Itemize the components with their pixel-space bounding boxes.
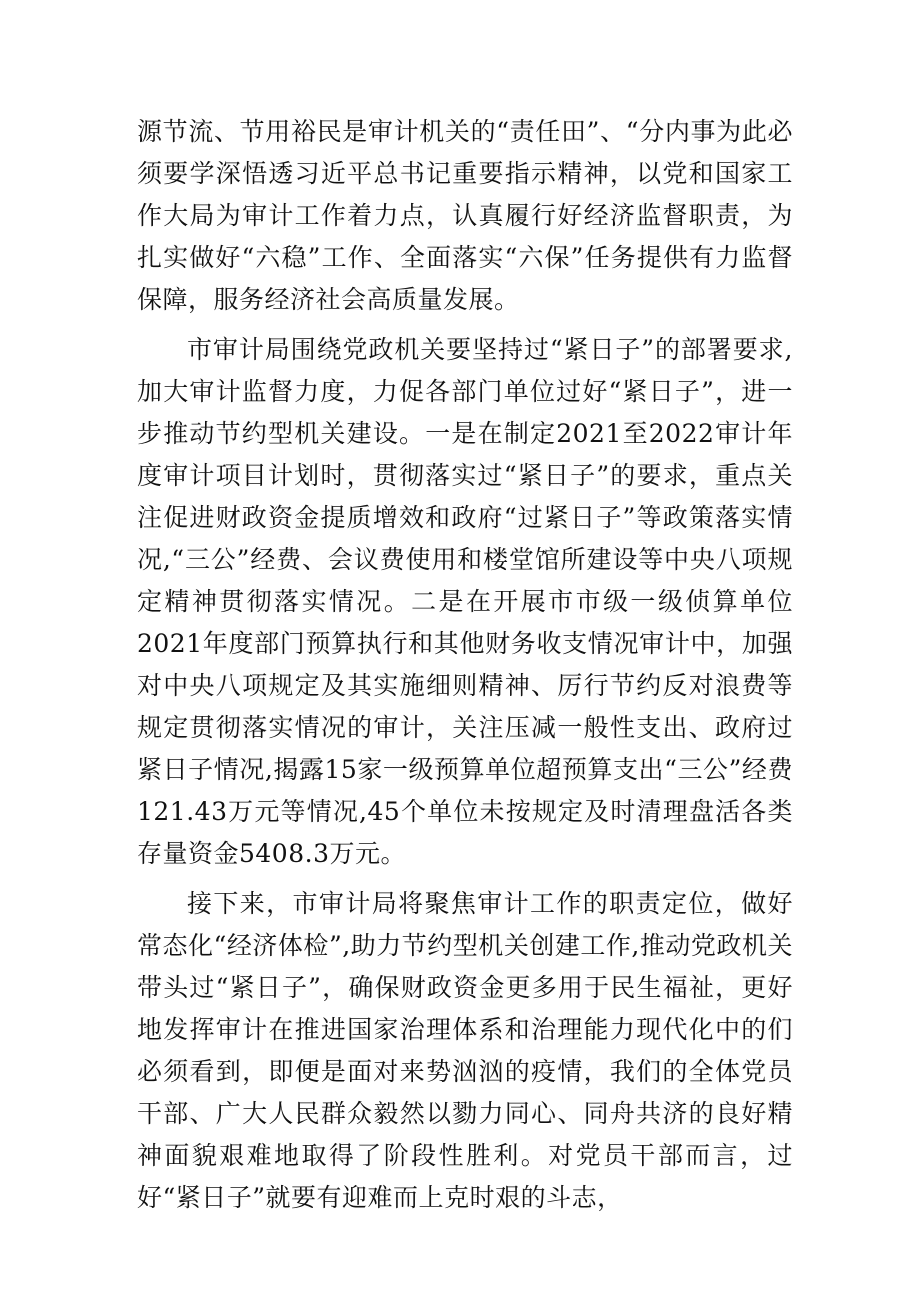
document-body bbox=[137, 111, 793, 1219]
paragraph-3: 接下来，市审计局将聚焦审计工作的职责定位，做好常态化“经济体检”,助力节约型机关创建工作,推动党政机关带头过“紧日子”，确保财政资金更多用于民生福祉，更好地发挥审计在推进国家治理体系和治理能力现代化中的们必须看到，即便是面对来势汹汹的疫情，我们的全体党员干部、广大人民群众毅然以勠力同心、同舟共济的良好精神面貌艰难地取得了阶段性胜利。对党员干部而言，过好“紧日子”就要有迎难而上克时艰的斗志， bbox=[137, 889, 793, 1212]
paragraph-1: 源节流、节用裕民是审计机关的“责任田”、“分内事为此必须要学深悟透习近平总书记重要指示精神，以党和国家工作大局为审计工作着力点，认真履行好经济监督职责，为扎实做好“六稳”工作、全面落实“六保”任务提供有力监督保障，服务经济社会高质量发展。 bbox=[137, 117, 793, 314]
paragraph-2: 市审计局围绕党政机关要坚持过“紧日子”的部署要求,加大审计监督力度，力促各部门单位过好“紧日子”，进一步推动节约型机关建设。一是在制定2021至2022审计年度审计项目计划时，贯彻落实过“紧日子”的要求，重点关注促进财政资金提质增效和政府“过紧日子”等政策落实情况,“三公”经费、会议费使用和楼堂馆所建设等中央八项规定精神贯彻落实情况。二是在开展市市级一级侦算单位2021年度部门预算执行和其他财务收支情况审计中，加强对中央八项规定及其实施细则精神、厉行节约反对浪费等规定贯彻落实情况的审计，关注压减一般性支出、政府过紧日子情况,揭露15家一级预算单位超预算支出“三公”经费121.43万元等情况,45个单位未按规定及时清理盘活各类存量资金5408.3万元。 bbox=[137, 335, 793, 868]
